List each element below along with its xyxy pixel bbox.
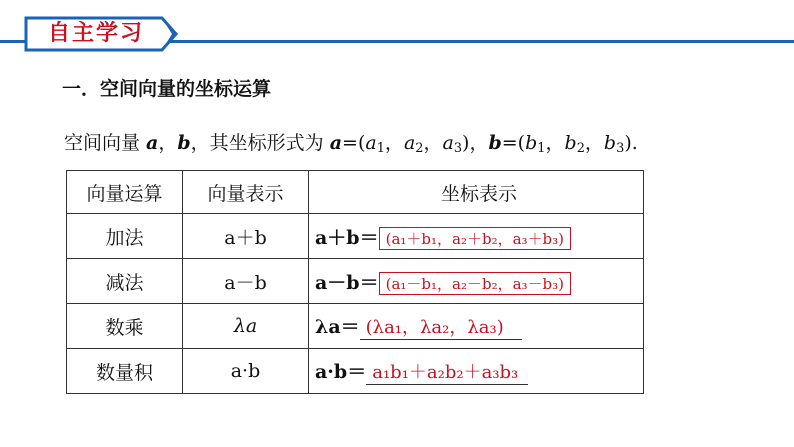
coord-prefix: a－b＝	[315, 271, 379, 294]
table-row	[67, 304, 644, 349]
table-row	[67, 259, 644, 304]
answer-blank: (a₁＋b₁，a₂＋b₂，a₃＋b₃)	[379, 227, 571, 250]
section-badge	[22, 16, 172, 52]
rep-cell: λa	[183, 304, 309, 349]
header-cell: 向量表示	[183, 171, 309, 214]
answer-blank: (λa₁，λa₂，λa₃)	[360, 313, 522, 340]
badge-title: 自主学习	[47, 21, 144, 46]
rep-cell: a＋b	[183, 214, 309, 259]
rep-cell: a·b	[183, 349, 309, 394]
answer-blank: (a₁－b₁，a₂－b₂，a₃－b₃)	[379, 272, 571, 295]
rep-cell: a－b	[183, 259, 309, 304]
op-cell: 加法	[67, 214, 183, 259]
intro-text: 空间向量 a，b，其坐标形式为 $a=(a_1$，$a_2$，$a_3$)，$b=(b_1$，$b_2$，$b_3$).	[64, 132, 638, 157]
answer-blank: a₁b₁＋a₂b₂＋a₃b₃	[366, 358, 528, 385]
header-cell: 坐标表示	[309, 171, 644, 214]
coord-cell	[309, 259, 644, 304]
table-row	[67, 349, 644, 394]
coord-cell	[309, 304, 644, 349]
coord-prefix: a＋b＝	[315, 226, 379, 249]
coord-cell	[309, 214, 644, 259]
coord-prefix: λa＝	[315, 316, 360, 338]
section-title: 一．空间向量的坐标运算	[62, 78, 272, 100]
table-header-row	[67, 171, 644, 214]
header-cell: 向量运算	[67, 171, 183, 214]
coordinate-operations-table	[66, 170, 644, 394]
table-row	[67, 214, 644, 259]
op-cell: 数乘	[67, 304, 183, 349]
op-cell: 减法	[67, 259, 183, 304]
op-cell: 数量积	[67, 349, 183, 394]
coord-prefix: a·b＝	[315, 361, 367, 383]
coord-cell	[309, 349, 644, 394]
